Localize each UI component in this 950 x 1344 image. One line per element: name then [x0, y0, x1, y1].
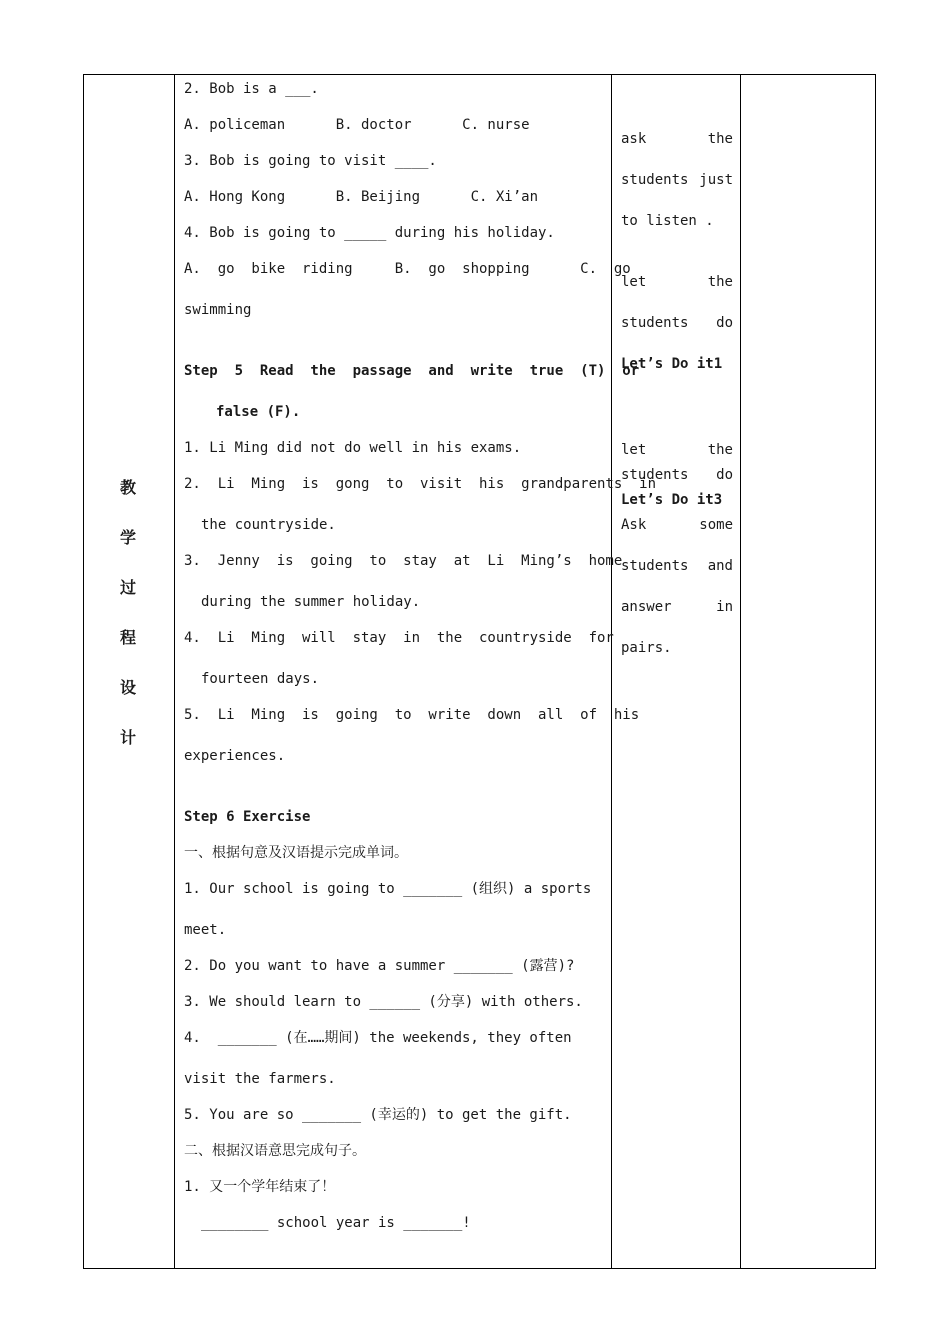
- note-line: answer in: [621, 599, 733, 615]
- note-line: let the: [621, 442, 733, 458]
- exercise-1-item-1-cont: meet.: [184, 922, 227, 938]
- note-line: students do: [621, 315, 733, 331]
- question-2: 2. Bob is a ___.: [184, 81, 319, 97]
- exercise-2-item-1-blank: ________ school year is _______!: [201, 1215, 471, 1231]
- exercise-1-item-2: 2. Do you want to have a summer _______ (露营)?: [184, 958, 575, 974]
- options-3: A. Hong Kong B. Beijing C. Xi’an: [184, 189, 539, 205]
- statement-3-cont: during the summer holiday.: [201, 594, 421, 610]
- note-line: ask the: [621, 131, 733, 147]
- statement-4: 4. Li Ming will stay in the countryside for: [184, 630, 614, 646]
- step-5-heading: Step 5 Read the passage and write true (T) or: [184, 363, 640, 379]
- label-char: 学: [120, 528, 137, 547]
- question-4: 4. Bob is going to _____ during his holiday.: [184, 225, 555, 241]
- lesson-plan-table: [83, 74, 876, 1269]
- note-line: students just: [621, 172, 733, 188]
- exercise-1-item-5: 5. You are so _______ (幸运的) to get the gift.: [184, 1107, 572, 1123]
- statement-5: 5. Li Ming is going to write down all of his: [184, 707, 640, 723]
- step-6-heading: Step 6 Exercise: [184, 809, 311, 825]
- options-2: A. policeman B. doctor C. nurse: [184, 117, 530, 133]
- column-divider: [174, 75, 175, 1268]
- label-char: 教: [120, 478, 137, 497]
- exercise-1-item-1: 1. Our school is going to _______ (组织) a sports: [184, 881, 592, 897]
- label-char: 计: [120, 728, 137, 747]
- statement-3: 3. Jenny is going to stay at Li Ming’s home: [184, 553, 623, 569]
- statement-2-cont: the countryside.: [201, 517, 336, 533]
- note-line: students and: [621, 558, 733, 574]
- exercise-2-instruction: 二、根据汉语意思完成句子。: [184, 1143, 366, 1159]
- note-line: to listen .: [621, 213, 714, 229]
- label-char: 程: [120, 628, 137, 647]
- statement-2: 2. Li Ming is gong to visit his grandparents in: [184, 476, 657, 492]
- note-line: students do: [621, 467, 733, 483]
- statement-5-cont: experiences.: [184, 748, 286, 764]
- exercise-2-item-1: 1. 又一个学年结束了！: [184, 1179, 336, 1195]
- column-divider: [611, 75, 612, 1268]
- note-activity: Let’s Do it1: [621, 356, 723, 372]
- note-activity: Let’s Do it3: [621, 492, 723, 508]
- exercise-1-item-3: 3. We should learn to ______ (分享) with others.: [184, 994, 583, 1010]
- note-line: Ask some: [621, 517, 733, 533]
- statement-4-cont: fourteen days.: [201, 671, 320, 687]
- exercise-1-instruction: 一、根据句意及汉语提示完成单词。: [184, 845, 408, 861]
- note-line: let the: [621, 274, 733, 290]
- options-4-cont: swimming: [184, 302, 252, 318]
- column-divider: [740, 75, 741, 1268]
- label-char: 过: [120, 578, 137, 597]
- question-3: 3. Bob is going to visit ____.: [184, 153, 437, 169]
- options-4: A. go bike riding B. go shopping C. go: [184, 261, 631, 277]
- exercise-1-item-4: 4. _______ (在……期间) the weekends, they often: [184, 1030, 572, 1046]
- note-line: pairs.: [621, 640, 672, 656]
- step-5-heading-cont: false (F).: [216, 404, 301, 420]
- statement-1: 1. Li Ming did not do well in his exams.: [184, 440, 522, 456]
- exercise-1-item-4-cont: visit the farmers.: [184, 1071, 336, 1087]
- label-char: 设: [120, 678, 137, 697]
